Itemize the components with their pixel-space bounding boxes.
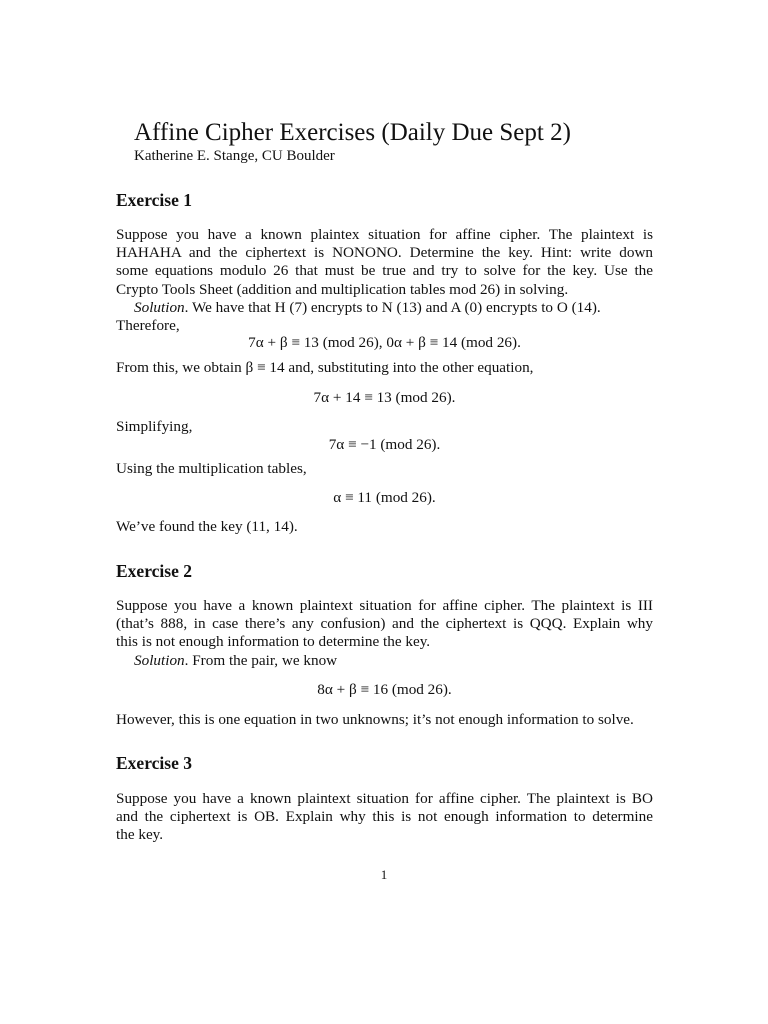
paragraph: From this, we obtain β ≡ 14 and, substituting into the other equation, <box>116 359 534 376</box>
document-author: Katherine E. Stange, CU Boulder <box>134 148 335 164</box>
solution-label: Solution <box>134 652 185 669</box>
exercise-1-prompt <box>116 226 653 299</box>
exercise-3-heading: Exercise 3 <box>116 753 192 773</box>
paragraph: We’ve found the key (11, 14). <box>116 518 298 535</box>
prompt-line: Suppose you have a known plaintext situation for affine cipher. The plaintext is BO <box>116 790 653 807</box>
equation: α ≡ 11 (mod 26). <box>333 489 436 506</box>
solution-text: . We have that H (7) encrypts to N (13) and A (0) encrypts to O (14). <box>184 299 601 316</box>
page-number: 1 <box>380 867 388 882</box>
solution-line <box>116 652 653 670</box>
solution-label: Solution <box>134 299 185 316</box>
exercise-1-solution-intro <box>116 299 653 335</box>
solution-line: Therefore, <box>116 317 180 335</box>
paragraph: Using the multiplication tables, <box>116 460 307 477</box>
prompt-line: some equations modulo 26 that must be true and try to solve for the key. Use the <box>116 262 653 280</box>
equation: 7α + β ≡ 13 (mod 26), 0α + β ≡ 14 (mod 26). <box>248 334 521 351</box>
equation: 8α + β ≡ 16 (mod 26). <box>317 681 452 698</box>
prompt-line: Crypto Tools Sheet (addition and multiplication tables mod 26) in solving. <box>116 280 569 298</box>
prompt-line: Suppose you have a known plaintext situation for affine cipher. The plaintext is III <box>116 597 653 614</box>
exercise-1-heading: Exercise 1 <box>116 190 192 210</box>
prompt-line: and the ciphertext is OB. Explain why this is not enough information to determine <box>116 808 653 826</box>
prompt-line: (that’s 888, in case there’s any confusion) and the ciphertext is QQQ. Explain why <box>116 615 653 633</box>
equation: 7α + 14 ≡ 13 (mod 26). <box>313 389 456 406</box>
exercise-2-heading: Exercise 2 <box>116 561 192 581</box>
exercise-3-prompt <box>116 790 653 845</box>
prompt-line: the key. <box>116 826 164 844</box>
prompt-line: Suppose you have a known plaintex situation for affine cipher. The plaintext is <box>116 226 653 243</box>
exercise-2-prompt <box>116 597 653 652</box>
prompt-line: this is not enough information to determine the key. <box>116 633 431 651</box>
paragraph: However, this is one equation in two unknowns; it’s not enough information to solve. <box>116 711 634 728</box>
prompt-line: HAHAHA and the ciphertext is NONONO. Determine the key. Hint: write down <box>116 244 653 262</box>
exercise-2-solution-intro <box>116 652 653 670</box>
equation: 7α ≡ −1 (mod 26). <box>328 436 441 453</box>
paragraph: Simplifying, <box>116 418 193 435</box>
solution-text: . From the pair, we know <box>184 652 338 669</box>
document-title: Affine Cipher Exercises (Daily Due Sept 2) <box>134 119 571 146</box>
solution-line <box>116 299 653 317</box>
